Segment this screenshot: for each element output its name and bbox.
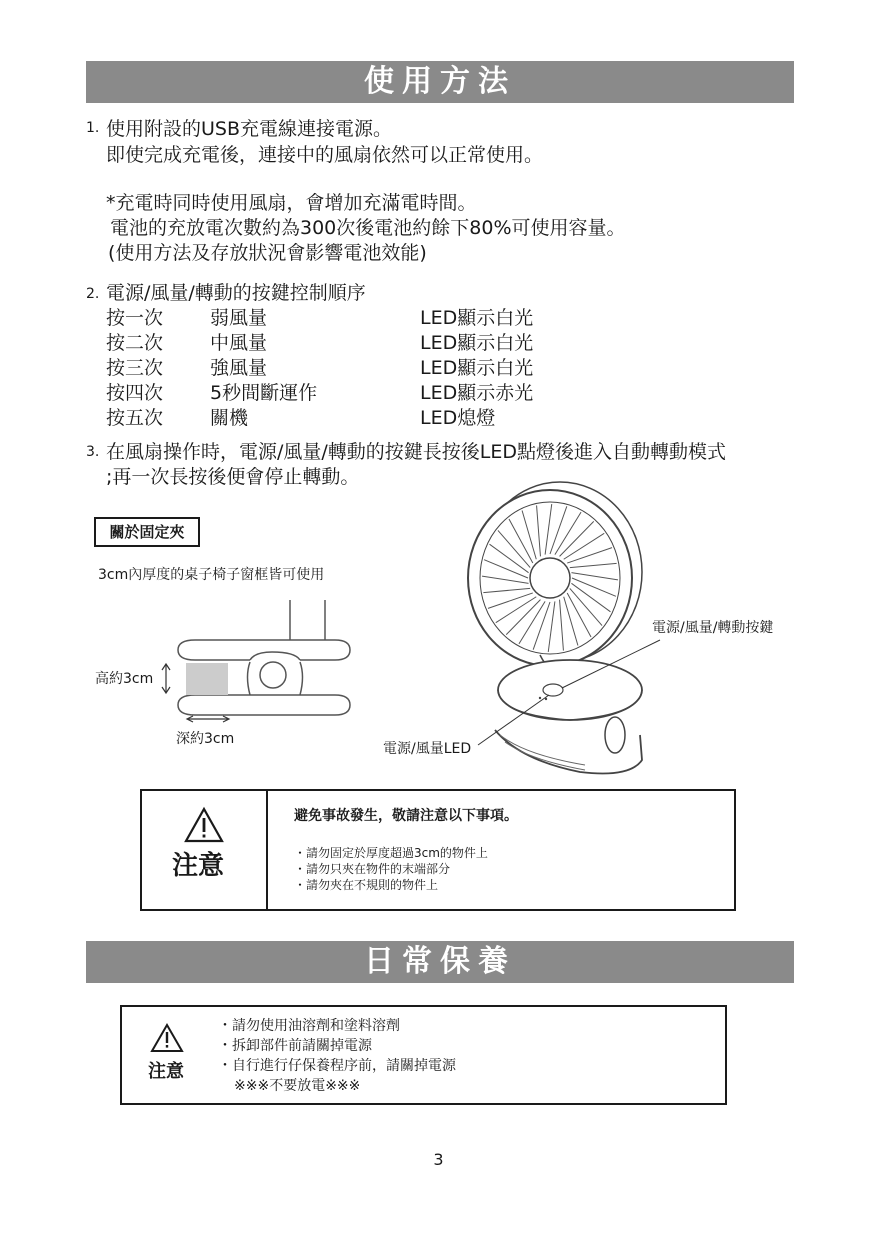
row1-press: 按一次: [106, 307, 164, 329]
maintenance-note: ※※※不要放電※※※: [234, 1078, 361, 1094]
caution-item-2: ・請勿只夾在物件的末端部分: [294, 862, 451, 876]
page-number: 3: [433, 1150, 444, 1169]
fan-spoke: [509, 519, 533, 563]
maintenance-item-1: ・請勿使用油溶劑和塗料溶劑: [218, 1018, 400, 1034]
fan-spoke: [571, 583, 610, 611]
item1-note1: *充電時同時使用風扇，會增加充滿電時間。: [106, 192, 477, 214]
fan-led-label: 電源/風量LED: [383, 741, 472, 757]
caution-item-1: ・請勿固定於厚度超過3cm的物件上: [294, 846, 488, 860]
row5-press: 按五次: [106, 407, 164, 429]
item3-line2: ;再一次長按後便會停止轉動。: [106, 466, 360, 488]
caution-box-clip: [140, 789, 736, 911]
fan-spoke: [496, 597, 537, 623]
row2-mode: 中風量: [210, 332, 268, 354]
fan-spoke: [567, 548, 612, 563]
row4-led: LED顯示赤光: [420, 382, 534, 404]
item3-line1: 在風扇操作時，電源/風量/轉動的按鍵長按後LED點燈後進入自動轉動模式: [106, 441, 727, 463]
fan-spoke: [545, 504, 552, 555]
row1-mode: 弱風量: [210, 307, 268, 329]
caution-divider: [266, 791, 268, 909]
fan-spoke: [533, 602, 550, 650]
fan-spoke: [571, 573, 618, 580]
maintenance-item-2: ・拆卸部件前請關掉電源: [218, 1038, 372, 1054]
fan-spoke: [522, 511, 536, 560]
clip-height-label: 高約3cm: [95, 671, 154, 687]
row3-led: LED顯示白光: [420, 357, 534, 379]
maintenance-section-title: 日常保養: [86, 941, 794, 983]
row5-led: LED熄燈: [420, 407, 496, 429]
clip-depth-label: 深約3cm: [176, 731, 235, 747]
item1-note3: (使用方法及存放狀況會影響電池效能): [108, 242, 427, 264]
maintenance-caution-label: 注意: [148, 1061, 184, 1082]
caution-heading: 避免事故發生，敬請注意以下事項。: [294, 808, 518, 824]
fan-spoke: [560, 521, 594, 556]
item2-number: 2.: [86, 286, 100, 302]
fan-spoke: [519, 601, 545, 643]
row2-press: 按二次: [106, 332, 164, 354]
row4-press: 按四次: [106, 382, 164, 404]
row4-mode: 5秒間斷運作: [210, 382, 318, 404]
row1-led: LED顯示白光: [420, 307, 534, 329]
item1-line2: 即使完成充電後，連接中的風扇依然可以正常使用。: [106, 144, 544, 166]
clip-description: 3cm內厚度的桌子椅子窗框皆可使用: [98, 567, 325, 583]
fan-spoke: [484, 560, 528, 578]
item3-number: 3.: [86, 444, 100, 460]
fan-spoke: [570, 588, 602, 625]
row2-led: LED顯示白光: [420, 332, 534, 354]
item1-note2: 電池的充放電次數約為300次後電池約餘下80%可使用容量。: [110, 217, 626, 239]
fan-spoke: [572, 578, 616, 596]
fan-spoke: [555, 512, 581, 554]
warning-triangle-icon: [184, 807, 224, 843]
fan-spoke: [482, 576, 529, 583]
fan-spoke: [506, 600, 540, 635]
fan-spoke: [567, 593, 591, 637]
caution-label: 注意: [172, 851, 225, 881]
fan-spoke: [488, 593, 533, 608]
row3-press: 按三次: [106, 357, 164, 379]
caution-item-3: ・請勿夾在不規則的物件上: [294, 878, 439, 892]
item1-number: 1.: [86, 120, 100, 136]
maintenance-item-3: ・自行進行仔保養程序前，請關掉電源: [218, 1058, 456, 1074]
clip-title: 關於固定夾: [94, 517, 200, 547]
warning-triangle-icon: [150, 1023, 184, 1053]
usage-section-title: 使用方法: [86, 61, 794, 103]
fan-spoke: [564, 533, 605, 559]
row3-mode: 強風量: [210, 357, 268, 379]
fan-button-label: 電源/風量/轉動按鍵: [652, 620, 774, 636]
fan-spoke: [560, 600, 564, 651]
fan-spoke: [490, 544, 529, 572]
fan-spoke: [537, 505, 541, 556]
fan-spoke: [483, 588, 530, 592]
fan-spoke: [550, 506, 567, 554]
caution-box-maintenance: [120, 1005, 727, 1105]
row5-mode: 關機: [210, 407, 249, 429]
fan-spoke: [564, 597, 578, 646]
fan-spoke: [548, 601, 555, 652]
fan-spoke: [570, 563, 617, 567]
fan-spoke: [498, 530, 530, 567]
item1-line1: 使用附設的USB充電線連接電源。: [106, 118, 393, 140]
item2-title: 電源/風量/轉動的按鍵控制順序: [106, 282, 366, 304]
